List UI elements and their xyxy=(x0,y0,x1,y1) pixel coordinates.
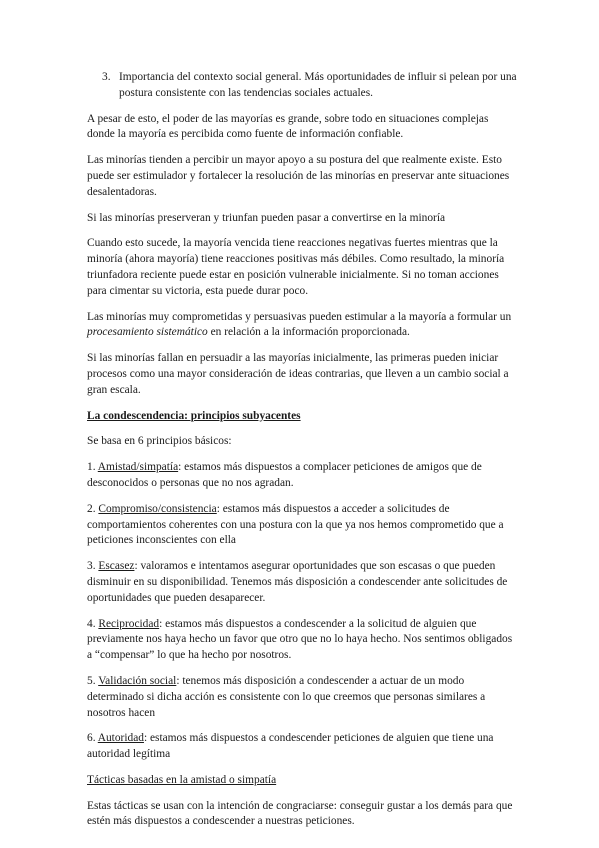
principle-description: : valoramos e intentamos asegurar oportunidades que son escasas o que pueden disminuir en su disponibilidad. Tenemos más disposición a condescender ante solicitudes de oportunidades que pueden desaparecer. xyxy=(87,560,508,604)
principle-description: : estamos más dispuestos a condescender a la solicitud de alguien que previamente nos haya hecho un favor que otro que no lo haya hecho. Nos sentimos obligados a “compensar” lo que ha hecho por nosotros. xyxy=(87,617,513,662)
principle-item xyxy=(87,617,517,664)
principle-number: 2. xyxy=(87,502,99,515)
paragraph-ingratiation: Estas tácticas se usan con la intención de congraciarse: conseguir gustar a los demás para que estén más dispuestos a condescender a nuestras peticiones. xyxy=(87,799,513,828)
principle-term: Reciprocidad xyxy=(98,617,160,630)
section-heading xyxy=(87,409,517,425)
principle-item xyxy=(87,502,517,549)
principle-term: Amistad/simpatía xyxy=(97,461,179,474)
principle-description: : estamos más dispuestos a condescender peticiones de alguien que tiene una autoridad legítima xyxy=(87,732,494,761)
principle-item xyxy=(87,559,517,606)
paragraph-systematic-processing xyxy=(87,310,517,342)
subsection-heading xyxy=(87,773,517,789)
principles-intro: Se basa en 6 principios básicos: xyxy=(87,435,232,448)
principle-description: : estamos más dispuestos a acceder a solicitudes de comportamientos coherentes con una postura con la que ya nos hemos comprometido que a peticiones inconscientes con ella xyxy=(87,502,504,547)
page-content xyxy=(87,70,517,840)
list-item xyxy=(87,70,517,102)
italic-term: procesamiento sistemático xyxy=(87,326,208,339)
text-segment: Las minorías muy comprometidas y persuasivas pueden estimular a la mayoría a formular un xyxy=(87,310,512,323)
principle-term: Validación social xyxy=(98,674,177,687)
list-item-text: Importancia del contexto social general. Más oportunidades de influir si pelean por una postura consistente con las tendencias sociales actuales. xyxy=(119,71,517,99)
principle-number: 3. xyxy=(87,560,99,573)
principle-term: Autoridad xyxy=(97,732,144,745)
paragraph-defeated-majority: Cuando esto sucede, la mayoría vencida tiene reacciones negativas fuertes mientras que la minoría (ahora mayoría) tiene reacciones positivas más débiles. Como resultado, la minoría triunfadora reciente puede estar en posición vulnerable inicialmente. Si no toman acciones para cimentar su victoria, esta puede durar poco. xyxy=(87,237,505,297)
text-segment: en relación a la información proporcionada. xyxy=(207,326,410,339)
subheading-text: Tácticas basadas en la amistad o simpatía xyxy=(87,773,277,786)
paragraph-majority-power: A pesar de esto, el poder de las mayorías es grande, sobre todo en situaciones complejas donde la mayoría es percibida como fuente de información confiable. xyxy=(87,112,489,141)
paragraph-social-change: Si las minorías fallan en persuadir a las mayorías inicialmente, las primeras pueden iniciar procesos como una mayor consideración de ideas contrarias, que lleven a un cambio social a gran escala. xyxy=(87,352,509,396)
principle-number: 1. xyxy=(87,461,98,474)
principle-item xyxy=(87,674,517,721)
paragraph-minority-support: Las minorías tienden a percibir un mayor apoyo a su postura del que realmente existe. Esto puede ser estimulador y fortalecer la resolución de las minorías en preservar ante situaciones desalentadoras. xyxy=(87,154,510,198)
principle-description: : estamos más dispuestos a complacer peticiones de amigos que de desconocidos o personas que no nos agradan. xyxy=(87,461,482,489)
paragraph-minority-triumph: Si las minorías preserveran y triunfan pueden pasar a convertirse en la minoría xyxy=(87,211,446,224)
principle-term: Compromiso/consistencia xyxy=(98,502,217,515)
principle-number: 5. xyxy=(87,674,99,687)
list-number: 3. xyxy=(102,71,111,83)
principle-term: Escasez xyxy=(98,560,135,573)
principle-description: : tenemos más disposición a condescender a actuar de un modo determinado si dicha acción es consistente con lo que creemos que personas similares a nosotros hacen xyxy=(87,674,486,719)
principle-number: 4. xyxy=(87,617,99,630)
heading-text: La condescendencia: principios subyacentes xyxy=(87,409,301,422)
principle-item xyxy=(87,460,517,492)
principle-number: 6. xyxy=(87,732,98,745)
principle-item xyxy=(87,731,517,763)
